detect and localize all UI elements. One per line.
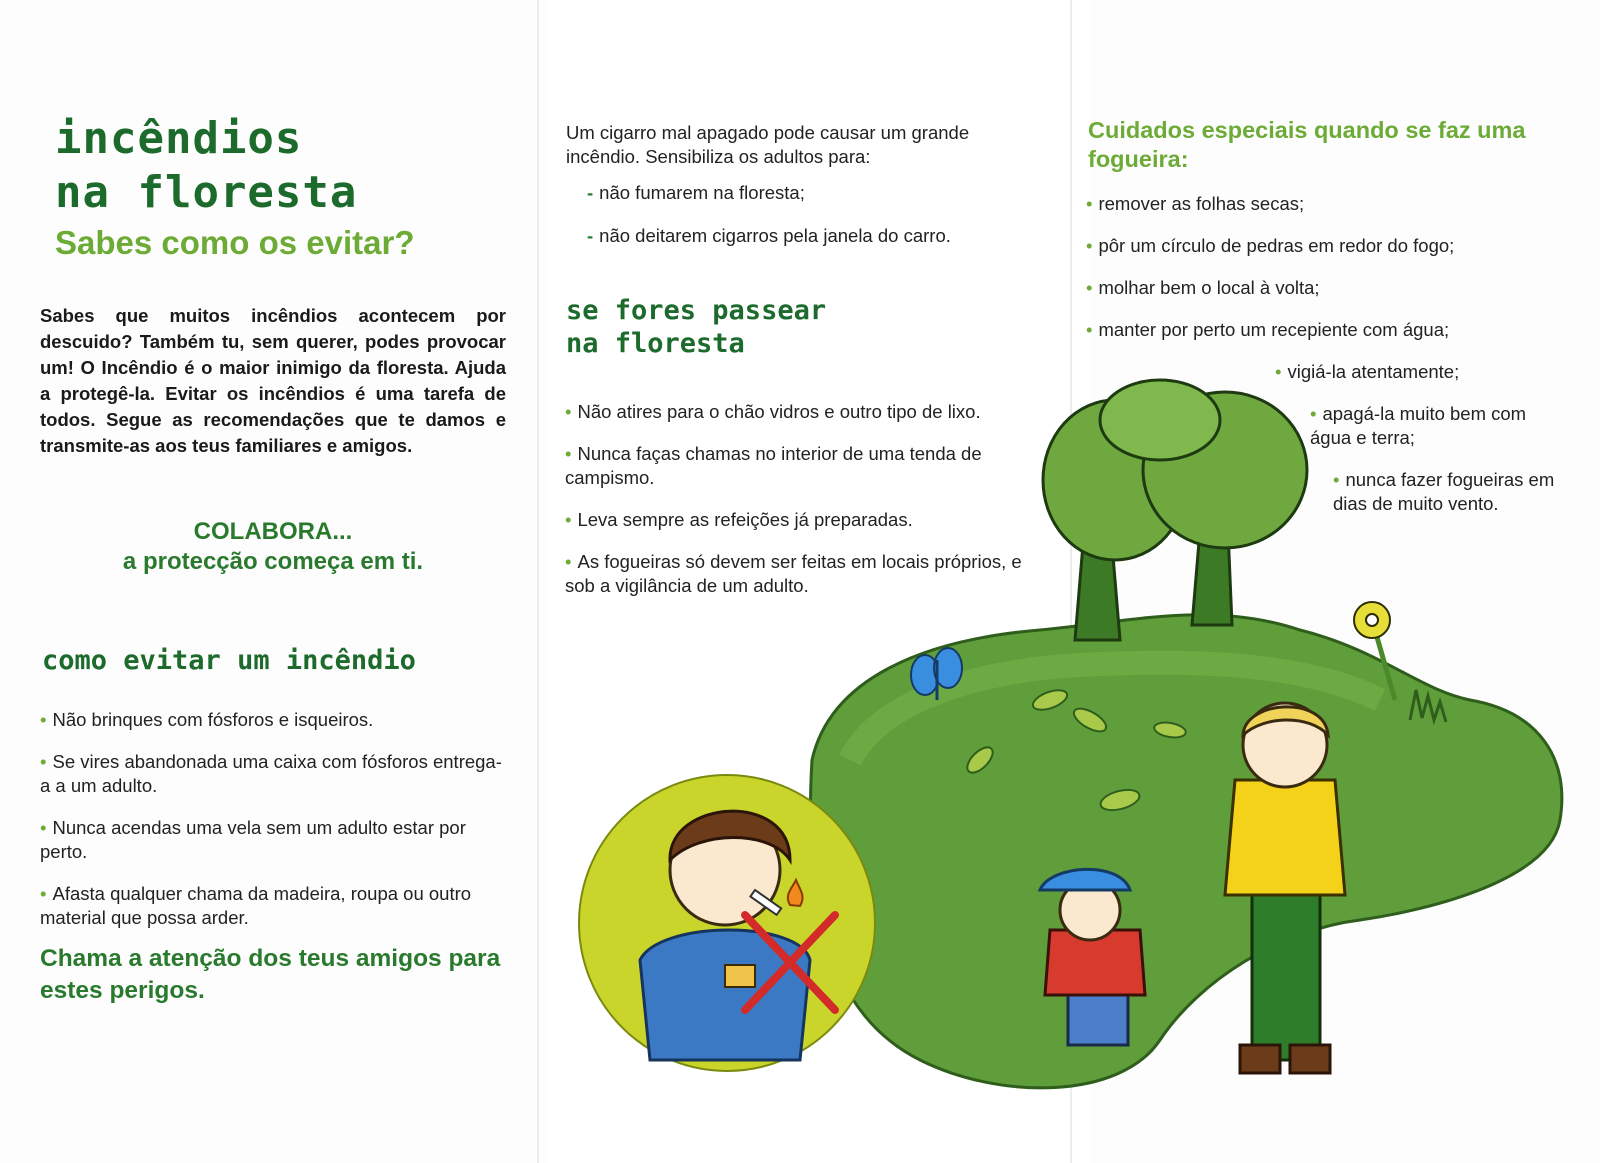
bullet-icon: • <box>1086 319 1093 340</box>
list-item: • As fogueiras só devem ser feitas em locais próprios, e sob a vigilância de um adulto. <box>565 551 1022 596</box>
list-item: • Se vires abandonada uma caixa com fósforos entrega-a a um adulto. <box>40 751 502 796</box>
list-item: • manter por perto um recepiente com água; <box>1086 319 1450 340</box>
list-item: • Não brinques com fósforos e isqueiros. <box>40 709 374 730</box>
forest-walk-list <box>565 400 1025 616</box>
bullet-icon: • <box>1275 361 1282 382</box>
collaborate-line1: COLABORA... <box>193 518 353 545</box>
collaborate-line2: a protecção começa em ti. <box>122 548 424 575</box>
bullet-icon: • <box>1086 193 1093 214</box>
list-item: • nunca fazer fogueiras em dias de muito vento. <box>1333 469 1555 514</box>
list-item: • apagá-la muito bem com água e terra; <box>1310 403 1527 448</box>
section-title-avoid-fire: como evitar um incêndio <box>42 645 416 676</box>
bullet-icon: • <box>1086 277 1093 298</box>
list-item: • remover as folhas secas; <box>1086 193 1305 214</box>
bullet-icon: • <box>565 509 572 530</box>
bullet-icon: • <box>1086 235 1093 256</box>
cigarette-intro: Um cigarro mal apagado pode causar um grande incêndio. Sensibiliza os adultos para: <box>566 122 970 167</box>
intro-paragraph: Sabes que muitos incêndios acontecem por descuido? Também tu, sem querer, podes provocar um! O Incêndio é o maior inimigo da floresta. Ajuda a protegê-la. Evitar os incêndios é uma tarefa de todos. Segue as recomendações que te damos e transmite-as aos teus familiares e amigos. <box>40 305 506 456</box>
bullet-icon: • <box>1310 403 1317 424</box>
list-item: • Nunca faças chamas no interior de uma tenda de campismo. <box>565 443 982 488</box>
collaborate-callout <box>40 517 506 577</box>
main-title-line2: na floresta <box>55 167 358 218</box>
list-item: • Não atires para o chão vidros e outro tipo de lixo. <box>565 401 981 422</box>
main-title <box>55 112 357 220</box>
closing-message: Chama a atenção dos teus amigos para estes perigos. <box>40 945 501 1004</box>
bullet-icon: • <box>40 709 47 730</box>
list-item: • Nunca acendas uma vela sem um adulto estar por perto. <box>40 817 466 862</box>
dash-item: - não deitarem cigarros pela janela do carro. <box>587 225 951 246</box>
campfire-care-title: Cuidados especiais quando se faz uma fogueira: <box>1088 117 1526 172</box>
list-item: • molhar bem o local à volta; <box>1086 277 1320 298</box>
bullet-icon: • <box>565 443 572 464</box>
dash-icon: - <box>587 182 594 203</box>
bullet-icon: • <box>565 401 572 422</box>
subtitle: Sabes como os evitar? <box>55 224 415 261</box>
list-item: • Afasta qualquer chama da madeira, roupa ou outro material que possa arder. <box>40 883 472 928</box>
dash-item: - não fumarem na floresta; <box>587 182 805 203</box>
list-item: • Leva sempre as refeições já preparadas. <box>565 509 913 530</box>
bullet-icon: • <box>40 817 47 838</box>
bullet-icon: • <box>40 751 47 772</box>
list-item: • vigiá-la atentamente; <box>1275 361 1460 382</box>
bullet-icon: • <box>1333 469 1340 490</box>
bullet-icon: • <box>565 551 572 572</box>
dash-icon: - <box>587 225 594 246</box>
avoid-fire-list <box>40 708 506 948</box>
section-title-forest-walk: se fores passear na floresta <box>566 295 827 359</box>
main-title-line1: incêndios <box>55 113 303 164</box>
list-item: • pôr um círculo de pedras em redor do fogo; <box>1086 235 1455 256</box>
bullet-icon: • <box>40 883 47 904</box>
